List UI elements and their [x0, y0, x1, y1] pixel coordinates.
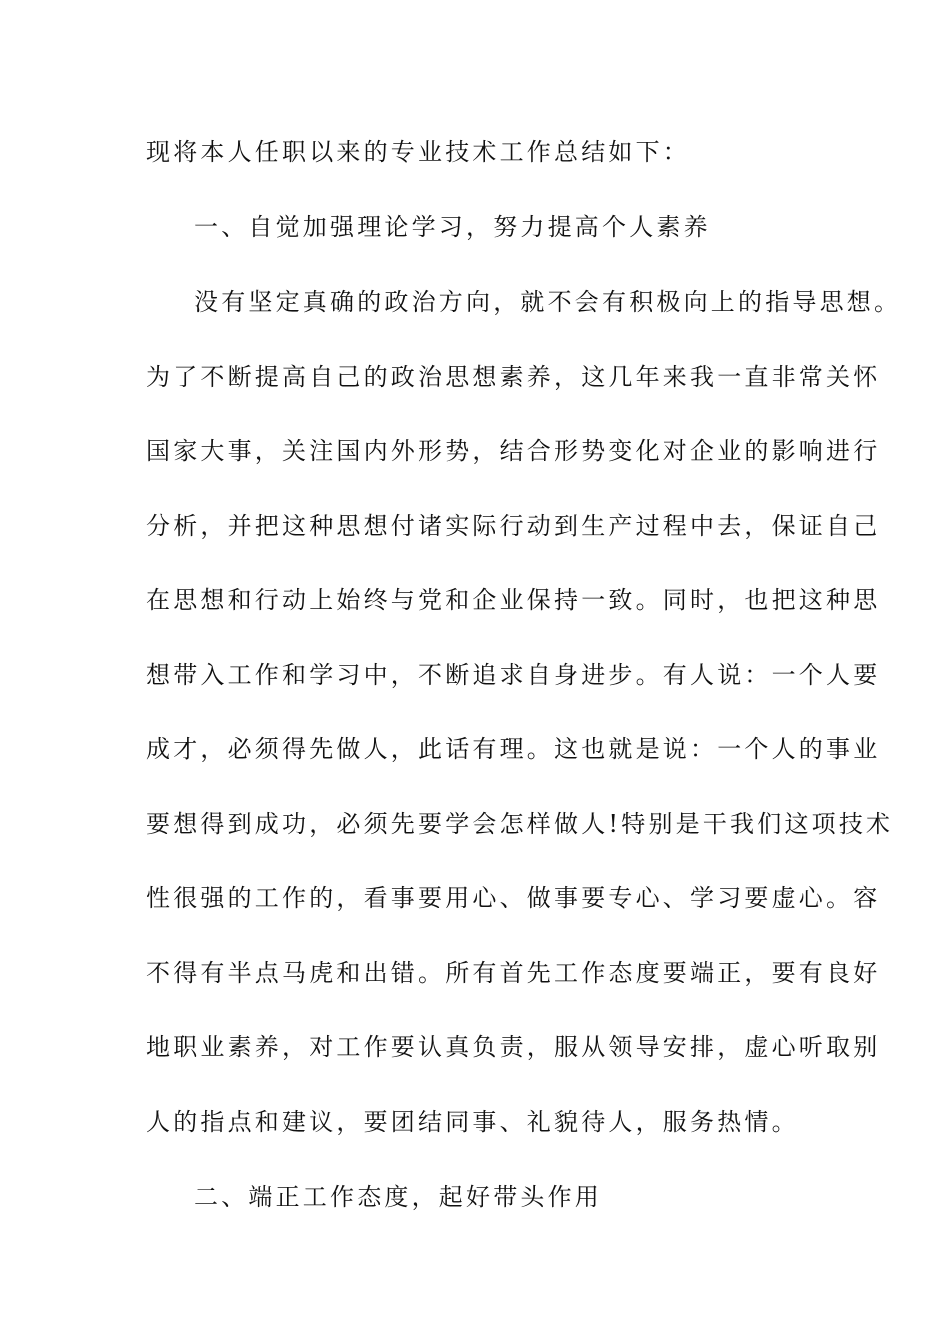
paragraph-line: 想带入工作和学习中，不断追求自身进步。有人说：一个人要: [146, 661, 881, 689]
section-heading-2: 二、端正工作态度，起好带头作用: [194, 1183, 602, 1211]
paragraph-line: 在思想和行动上始终与党和企业保持一致。同时，也把这种思: [146, 586, 881, 614]
section-heading-1: 一、自觉加强理论学习，努力提高个人素养: [194, 213, 711, 241]
paragraph-line: 地职业素养，对工作要认真负责，服从领导安排，虚心听取别: [146, 1033, 881, 1061]
paragraph-line: 分析，并把这种思想付诸实际行动到生产过程中去，保证自己: [146, 512, 881, 540]
paragraph-line: 性很强的工作的，看事要用心、做事要专心、学习要虚心。容: [146, 884, 881, 912]
paragraph-line: 人的指点和建议，要团结同事、礼貌待人，服务热情。: [146, 1108, 799, 1136]
paragraph-line: 为了不断提高自己的政治思想素养，这几年来我一直非常关怀: [146, 363, 881, 391]
paragraph-line: 国家大事，关注国内外形势，结合形势变化对企业的影响进行: [146, 437, 881, 465]
paragraph-line: 不得有半点马虎和出错。所有首先工作态度要端正，要有良好: [146, 959, 881, 987]
paragraph-line: 要想得到成功，必须先要学会怎样做人!特别是干我们这项技术: [146, 810, 894, 838]
paragraph-line: 成才，必须得先做人，此话有理。这也就是说：一个人的事业: [146, 735, 881, 763]
intro-line: 现将本人任职以来的专业技术工作总结如下：: [146, 138, 690, 166]
paragraph-line: 没有坚定真确的政治方向，就不会有积极向上的指导思想。: [194, 288, 902, 316]
